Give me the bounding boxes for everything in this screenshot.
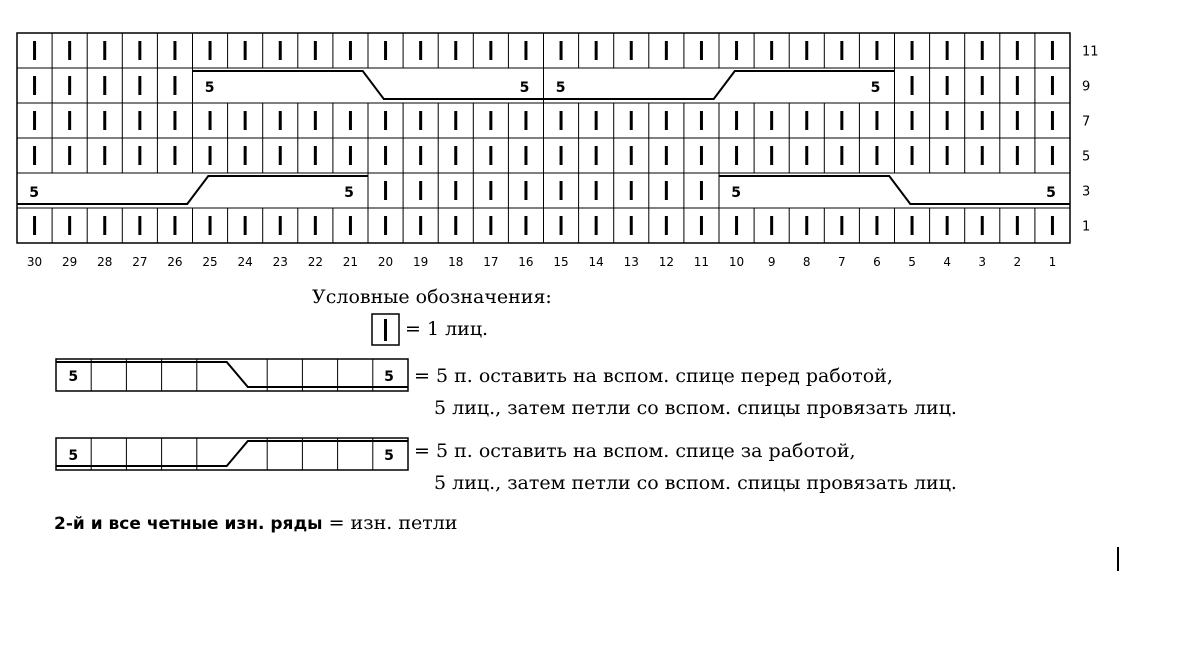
- knit-stitch: [911, 111, 914, 130]
- knit-stitch: [279, 146, 282, 165]
- knit-stitch: [630, 111, 633, 130]
- knit-stitch: [805, 146, 808, 165]
- knit-stitch: [735, 41, 738, 60]
- knit-stitch: [946, 146, 949, 165]
- column-label: 17: [483, 255, 499, 269]
- knit-stitch: [384, 216, 387, 235]
- row-label: 7: [1082, 114, 1091, 130]
- column-label: 24: [237, 255, 253, 269]
- column-label: 28: [97, 255, 113, 269]
- knit-stitch: [349, 216, 352, 235]
- knit-stitch: [981, 146, 984, 165]
- knit-stitch: [489, 216, 492, 235]
- knit-stitch: [875, 146, 878, 165]
- knit-stitch: [1051, 216, 1054, 235]
- column-label: 5: [908, 255, 916, 269]
- knit-stitch: [1016, 216, 1019, 235]
- column-label: 2: [1013, 255, 1022, 269]
- knit-stitch: [981, 76, 984, 95]
- cable-line: [193, 71, 544, 99]
- knit-stitch: [244, 216, 247, 235]
- column-label: 1: [1048, 255, 1057, 269]
- knit-stitch: [209, 111, 212, 130]
- knit-stitch: [209, 41, 212, 60]
- knitting-chart: [0, 0, 1200, 290]
- knit-stitch: [209, 146, 212, 165]
- knit-stitch: [560, 181, 563, 200]
- column-label: 25: [202, 255, 218, 269]
- front-cable-legend-line1: = 5 п. оставить на вспом. спице перед работой,: [414, 365, 893, 387]
- front-cable-legend-line2: 5 лиц., затем петли со вспом. спицы провязать лиц.: [434, 397, 957, 419]
- cable-line: [56, 441, 408, 466]
- knit-stitch: [805, 41, 808, 60]
- knit-stitch: [279, 111, 282, 130]
- knit-stitch: [173, 76, 176, 95]
- knit-stitch: [454, 216, 457, 235]
- knit-stitch: [454, 111, 457, 130]
- column-label: 6: [873, 255, 881, 269]
- row-label: 3: [1082, 184, 1091, 200]
- knit-stitch: [735, 216, 738, 235]
- cable-number-left: 5: [29, 184, 40, 201]
- knit-stitch: [173, 41, 176, 60]
- cable-line: [544, 71, 895, 99]
- knit-stitch: [138, 216, 141, 235]
- column-label: 11: [693, 255, 710, 269]
- knit-stitch: [103, 76, 106, 95]
- knit-stitch: [524, 146, 527, 165]
- knit-stitch: [384, 146, 387, 165]
- knit-stitch: [1016, 111, 1019, 130]
- knit-stitch: [911, 76, 914, 95]
- knit-legend-text: = 1 лиц.: [405, 318, 489, 340]
- knit-stitch: [68, 111, 71, 130]
- column-label: 8: [802, 255, 811, 269]
- knit-stitch: [489, 146, 492, 165]
- knit-stitch: [419, 41, 422, 60]
- knit-stitch: [770, 216, 773, 235]
- knit-stitch: [33, 146, 36, 165]
- purl-rows-bold: 2-й и все четные изн. ряды: [54, 514, 323, 534]
- knit-stitch: [805, 111, 808, 130]
- cable-number-left: 5: [204, 79, 215, 96]
- knit-stitch: [560, 146, 563, 165]
- knit-stitch: [454, 181, 457, 200]
- column-label: 3: [978, 255, 987, 269]
- knit-stitch: [314, 216, 317, 235]
- knit-stitch: [700, 181, 703, 200]
- knit-stitch: [349, 111, 352, 130]
- knit-stitch: [349, 146, 352, 165]
- column-label: 26: [167, 255, 183, 269]
- knit-stitch: [384, 181, 387, 200]
- knit-stitch: [840, 41, 843, 60]
- column-label: 13: [623, 255, 639, 269]
- cable-line: [17, 176, 368, 204]
- knit-stitch: [946, 41, 949, 60]
- cable-number-right: 5: [344, 184, 354, 201]
- knit-stitch: [349, 41, 352, 60]
- column-label: 23: [272, 255, 288, 269]
- column-label: 14: [588, 255, 604, 269]
- column-label: 18: [448, 255, 464, 269]
- knit-stitch: [103, 216, 106, 235]
- knit-stitch: [173, 146, 176, 165]
- row-label: 9: [1082, 79, 1091, 95]
- knit-stitch: [595, 146, 598, 165]
- knit-stitch: [875, 216, 878, 235]
- knit-stitch: [314, 146, 317, 165]
- knit-stitch: [1051, 111, 1054, 130]
- knit-stitch: [560, 216, 563, 235]
- knit-stitch: [981, 111, 984, 130]
- column-label: 7: [838, 255, 846, 269]
- knit-stitch: [314, 41, 317, 60]
- knit-stitch: [770, 111, 773, 130]
- knit-stitch: [630, 216, 633, 235]
- knit-stitch: [1016, 76, 1019, 95]
- knit-stitch: [384, 41, 387, 60]
- knit-stitch: [419, 216, 422, 235]
- knit-stitch: [33, 41, 36, 60]
- knit-stitch: [68, 41, 71, 60]
- knit-stitch: [454, 41, 457, 60]
- knit-stitch: [665, 216, 668, 235]
- knit-stitch: [595, 181, 598, 200]
- knit-legend-symbol: [371, 313, 401, 347]
- knit-stitch: [279, 216, 282, 235]
- knit-stitch: [244, 41, 247, 60]
- text-cursor: [1117, 547, 1119, 571]
- knit-stitch: [33, 76, 36, 95]
- knit-stitch: [419, 181, 422, 200]
- knit-stitch: [700, 146, 703, 165]
- cable-number-left: 5: [555, 79, 566, 96]
- knit-stitch: [805, 216, 808, 235]
- row-labels: [1082, 45, 1099, 235]
- knit-stitch: [560, 41, 563, 60]
- knit-stitch: [103, 111, 106, 130]
- knit-stitch: [524, 41, 527, 60]
- knit-stitch: [875, 111, 878, 130]
- knit-stitch: [138, 76, 141, 95]
- knit-stitch: [173, 111, 176, 130]
- knit-stitch: [244, 146, 247, 165]
- cable-number-left: 5: [68, 368, 79, 385]
- knit-stitch: [173, 216, 176, 235]
- back-cable-legend-symbol: [54, 436, 414, 472]
- knit-stitch: [314, 111, 317, 130]
- row-label: 1: [1082, 219, 1091, 235]
- column-label: 21: [342, 255, 359, 269]
- column-label: 27: [132, 255, 148, 269]
- column-label: 12: [658, 255, 674, 269]
- purl-rows-text: = изн. петли: [328, 512, 458, 534]
- knit-stitch: [911, 41, 914, 60]
- knit-stitch: [981, 41, 984, 60]
- knit-stitch: [138, 146, 141, 165]
- knit-stitch: [209, 216, 212, 235]
- knit-stitch: [946, 76, 949, 95]
- knit-stitch: [770, 41, 773, 60]
- row-label: 5: [1082, 149, 1091, 165]
- knit-stitch: [700, 216, 703, 235]
- knit-stitch: [840, 146, 843, 165]
- knit-stitch: [489, 181, 492, 200]
- knit-stitch: [1051, 146, 1054, 165]
- knit-stitch: [1051, 41, 1054, 60]
- legend-title: Условные обозначения:: [312, 286, 552, 308]
- knit-stitch: [560, 111, 563, 130]
- front-cable-legend-symbol: [54, 357, 414, 393]
- knit-stitch: [489, 111, 492, 130]
- knit-stitch: [489, 41, 492, 60]
- knit-stitch: [595, 111, 598, 130]
- knit-stitch: [630, 146, 633, 165]
- knit-stitch: [103, 146, 106, 165]
- cable-number-left: 5: [731, 184, 742, 201]
- column-label: 30: [26, 255, 43, 269]
- cable-line: [719, 176, 1070, 204]
- cable-number-right: 5: [1046, 184, 1056, 201]
- knit-stitch: [68, 146, 71, 165]
- knit-stitch: [524, 216, 527, 235]
- column-label: 10: [728, 255, 745, 269]
- column-label: 4: [943, 255, 951, 269]
- knit-stitch: [946, 216, 949, 235]
- knit-stitch: [665, 111, 668, 130]
- cable-number-right: 5: [384, 447, 394, 464]
- knit-stitch: [138, 111, 141, 130]
- column-label: 9: [767, 255, 776, 269]
- knit-stitch: [103, 41, 106, 60]
- column-label: 20: [377, 255, 394, 269]
- knit-stitch: [595, 216, 598, 235]
- column-label: 19: [413, 255, 429, 269]
- knit-stitch: [384, 111, 387, 130]
- knit-stitch: [419, 111, 422, 130]
- knit-stitch: [946, 111, 949, 130]
- knit-stitch: [770, 146, 773, 165]
- knit-stitch: [630, 181, 633, 200]
- knit-stitch: [735, 111, 738, 130]
- knit-stitch: [911, 216, 914, 235]
- knit-stitch: [524, 181, 527, 200]
- purl-rows-note: [54, 510, 457, 537]
- knit-stitch: [244, 111, 247, 130]
- back-cable-legend-line1: = 5 п. оставить на вспом. спице за работой,: [414, 440, 856, 462]
- chart-grid: [17, 33, 1070, 243]
- knit-stitch: [68, 216, 71, 235]
- cable-number-right: 5: [384, 368, 394, 385]
- row-label: 11: [1082, 44, 1099, 60]
- knit-stitch: [33, 216, 36, 235]
- knit-stitch: [68, 76, 71, 95]
- column-label: 16: [518, 255, 534, 269]
- knit-stitch: [840, 216, 843, 235]
- knit-stitch: [911, 146, 914, 165]
- column-labels: [27, 255, 1056, 269]
- knit-stitch: [279, 41, 282, 60]
- cable-number-right: 5: [519, 79, 530, 96]
- knit-stitch: [700, 41, 703, 60]
- back-cable-legend-line2: 5 лиц., затем петли со вспом. спицы провязать лиц.: [434, 472, 957, 494]
- knit-stitch: [138, 41, 141, 60]
- knit-stitch: [665, 146, 668, 165]
- cable-number-right: 5: [870, 79, 881, 96]
- column-label: 29: [62, 255, 78, 269]
- knit-stitch: [981, 216, 984, 235]
- knit-stitch: [1016, 41, 1019, 60]
- knit-stitch: [454, 146, 457, 165]
- knit-stitch: [419, 146, 422, 165]
- knit-stitch: [595, 41, 598, 60]
- knit-stitch: [735, 146, 738, 165]
- knit-stitch: [700, 111, 703, 130]
- knit-stitch: [875, 41, 878, 60]
- cable-line: [56, 362, 408, 387]
- column-label: 22: [307, 255, 323, 269]
- knit-stitch: [33, 111, 36, 130]
- knit-stitch: [630, 41, 633, 60]
- knit-stitch: [1051, 76, 1054, 95]
- knit-stitch: [665, 41, 668, 60]
- cable-number-left: 5: [68, 447, 79, 464]
- knit-stitch: [1016, 146, 1019, 165]
- knit-stitch: [524, 111, 527, 130]
- knit-stitch: [840, 111, 843, 130]
- column-label: 15: [553, 255, 569, 269]
- knit-stitch: [665, 181, 668, 200]
